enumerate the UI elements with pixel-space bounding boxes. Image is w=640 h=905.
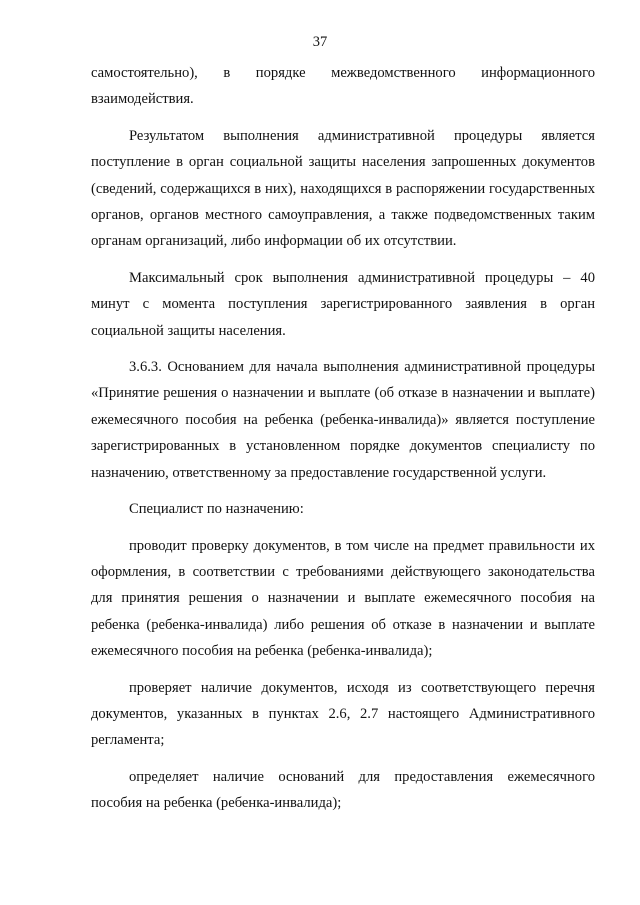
- paragraph-specialist-intro: Специалист по назначению:: [129, 501, 304, 518]
- page-number: 37: [312, 34, 328, 50]
- paragraph-max-duration: Максимальный срок выполнения административной процедуры – 40 минут с момента поступления зарегистрированного заявления в орган социальной защиты населения.: [91, 269, 595, 339]
- document-body: [91, 60, 595, 817]
- paragraph-3-6-3: 3.6.3. Основанием для начала выполнения административной процедуры «Принятие решения о назначении и выплате (об отказе в назначении и выплате) ежемесячного пособия на ребенка (ребенка-инвалида)» является поступление зарегистрированных в установленном порядке документов специалисту по назначению, ответственному за предоставление государственной услуги.: [91, 359, 595, 481]
- paragraph-result: Результатом выполнения административной процедуры является поступление в орган социальной защиты населения запрошенных документов (сведений, содержащихся в них), находящихся в распоряжении государственных органов, органов местного самоуправления, а также подведомственных таким органам организаций, либо информации об их отсутствии.: [91, 127, 595, 250]
- paragraph-checks-documents: проводит проверку документов, в том числе на предмет правильности их оформления, в соответствии с требованиями действующего законодательства для принятия решения о назначении и выплате ежемесячного пособия на ребенка (ребенка-инвалида) либо решения об отказе в назначении и выплате ежемесячного пособия на ребенка (ребенка-инвалида);: [91, 537, 595, 660]
- paragraph-continuation: самостоятельно), в порядке межведомственного информационного взаимодействия.: [91, 65, 595, 108]
- paragraph-determines-grounds: определяет наличие оснований для предоставления ежемесячного пособия на ребенка (ребенка-инвалида);: [91, 768, 595, 812]
- paragraph-verifies-presence: проверяет наличие документов, исходя из соответствующего перечня документов, указанных в пунктах 2.6, 2.7 настоящего Административного регламента;: [91, 679, 595, 749]
